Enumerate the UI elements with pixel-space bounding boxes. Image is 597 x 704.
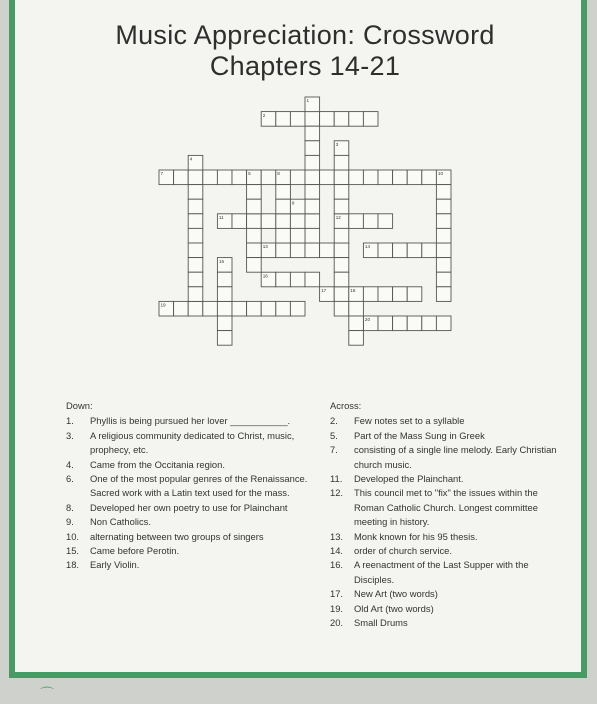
across-clue [330,486,570,529]
grid-cell[interactable] [290,112,305,127]
grid-cell[interactable] [247,228,262,243]
down-clue [66,558,316,572]
clue-text: Few notes set to a syllable [354,415,465,427]
across-clue [330,544,570,558]
grid-cell[interactable] [378,243,393,258]
grid-cell[interactable] [290,228,305,243]
grid-cell[interactable] [276,112,291,127]
grid-cell[interactable] [247,243,262,258]
cell-number-label: 15 [218,258,225,264]
grid-cell[interactable] [334,258,349,273]
grid-cell[interactable] [276,199,291,214]
grid-cell[interactable] [247,258,262,273]
across-clue [330,616,570,630]
cell-number-label: 19 [160,302,166,308]
clue-text: Phyllis is being pursued her lover ___________. [90,415,291,427]
clue-text: Small Drums [354,617,408,629]
title-line-1: Music Appreciation: Crossword [115,20,495,50]
grid-cell[interactable] [320,243,335,258]
grid-cell[interactable] [188,185,203,200]
grid-cell[interactable] [247,185,262,200]
grid-cell[interactable] [290,272,305,287]
grid-cell[interactable] [290,301,305,316]
grid-cell[interactable] [305,214,320,229]
grid-cell[interactable] [422,316,437,331]
grid-cell[interactable] [217,287,232,302]
grid-cell[interactable] [334,228,349,243]
grid-cell[interactable] [305,155,320,170]
grid-cell[interactable] [247,199,262,214]
grid-cell[interactable] [290,170,305,185]
down-heading: Down: [66,400,93,411]
clue-number: 7. [330,444,338,456]
cell-number-label: 7 [160,171,164,177]
grid-cell[interactable] [217,301,232,316]
grid-cell[interactable] [349,170,364,185]
grid-cell[interactable] [334,272,349,287]
clue-number: 20. [330,617,344,629]
grid-cell[interactable] [378,170,393,185]
down-clue [66,472,316,501]
down-clue [66,530,316,544]
grid-cell[interactable] [349,316,364,331]
down-clue [66,501,316,515]
cell-number-label: 10 [437,171,444,177]
grid-cell[interactable] [188,199,203,214]
grid-cell[interactable] [290,214,305,229]
grid-cell[interactable] [305,170,320,185]
clue-number: 14. [330,545,344,557]
grid-cell[interactable] [436,185,451,200]
grid-cell[interactable] [334,112,349,127]
cell-number-label: 16 [262,273,268,279]
grid-cell[interactable] [349,331,364,346]
grid-cell[interactable] [334,287,349,302]
grid-cell[interactable] [422,170,437,185]
grid-cell[interactable] [378,287,393,302]
cell-number-label: 5 [248,171,251,177]
clue-number: 17. [330,588,344,600]
grid-cell[interactable] [217,331,232,346]
grid-cell[interactable] [407,316,422,331]
clue-number: 13. [330,530,344,542]
grid-cell[interactable] [276,301,291,316]
grid-cell[interactable] [407,243,422,258]
cell-number-label: 18 [350,288,356,293]
grid-cell[interactable] [188,228,203,243]
grid-cell[interactable] [203,301,218,316]
across-heading: Across: [330,400,362,411]
clue-text: Came before Perotin. [90,545,180,557]
clue-text: Early Violin. [90,559,140,571]
grid-cell[interactable] [217,170,232,185]
clue-text: Developed her own poetry to use for Plainchant [90,501,288,513]
clue-number: 3. [66,429,74,441]
clue-text: This council met to "fix" the issues within the Roman Catholic Church. Longest committee meeting in history. [354,487,538,528]
grid-cell[interactable] [247,301,262,316]
grid-cell[interactable] [305,141,320,156]
across-clue [330,530,570,544]
down-clue [66,544,316,558]
grid-cell[interactable] [349,112,364,127]
across-clue [330,558,570,587]
cell-number-label: 4 [189,156,193,162]
grid-cell[interactable] [232,301,247,316]
grid-cell[interactable] [393,316,408,331]
clue-number: 1. [66,415,74,427]
grid-cell[interactable] [436,316,451,331]
clue-text: Developed the Plainchant. [354,473,464,485]
down-clue [66,515,316,529]
clue-text: order of church service. [354,545,452,557]
across-clues [330,399,570,631]
grid-cell[interactable] [436,258,451,273]
grid-cell[interactable] [334,199,349,214]
cell-number-label: 9 [291,200,295,206]
clue-number: 12. [330,487,344,499]
grid-cell[interactable] [188,170,203,185]
clue-text: Part of the Mass Sung in Greek [354,429,485,441]
clue-number: 10. [66,530,80,542]
grid-cell[interactable] [334,170,349,185]
grid-cell[interactable] [305,243,320,258]
down-clues [66,399,316,573]
grid-cell[interactable] [378,316,393,331]
down-clue [66,458,316,472]
cell-number-label: 3 [335,142,339,147]
clue-text: Came from the Occitania region. [90,458,225,470]
clue-number: 15. [66,545,80,557]
cell-number-label: 12 [335,215,341,220]
across-clue [330,443,570,472]
grid-cell[interactable] [305,112,320,127]
grid-cell[interactable] [334,185,349,200]
cell-number-label: 13 [262,244,268,250]
grid-cell[interactable] [349,214,364,229]
grid-cell[interactable] [290,243,305,258]
grid-cell[interactable] [436,243,451,258]
clue-text: One of the most popular genres of the Renaissance. Sacred work with a Latin text used for the mass. [90,473,308,499]
cell-number-label: 2 [262,112,266,118]
grid-cell[interactable] [276,243,291,258]
grid-cell[interactable] [305,272,320,287]
grid-cell[interactable] [188,272,203,287]
grid-cell[interactable] [188,301,203,316]
grid-cell[interactable] [188,243,203,258]
clue-number: 2. [330,415,338,427]
grid-cell[interactable] [349,301,364,316]
clue-number: 18. [66,559,80,571]
clue-text: A religious community dedicated to Christ, music, prophecy, etc. [90,429,295,456]
cell-number-label: 20 [364,317,371,323]
grid-cell[interactable] [363,214,378,229]
grid-cell[interactable] [334,155,349,170]
grid-cell[interactable] [247,214,262,229]
grid-cell[interactable] [188,287,203,302]
grid-cell[interactable] [436,228,451,243]
clue-text: A reenactment of the Last Supper with the Disciples. [354,559,529,585]
grid-cell[interactable] [334,243,349,258]
grid-cell[interactable] [436,287,451,302]
across-clue [330,602,570,616]
cell-number-label: 17 [321,288,327,293]
grid-cell[interactable] [363,112,378,127]
grid-cell[interactable] [174,301,189,316]
clue-text: Old Art (two words) [354,602,434,614]
grid-cell[interactable] [422,243,437,258]
grid-cell[interactable] [305,185,320,200]
grid-cell[interactable] [436,272,451,287]
grid-cell[interactable] [276,185,291,200]
clue-text: Non Catholics. [90,516,151,528]
grid-cell[interactable] [276,272,291,287]
across-clue [330,414,570,428]
down-clue [66,414,316,428]
grid-cell[interactable] [261,301,276,316]
grid-cell[interactable] [334,301,349,316]
grid-cell[interactable] [217,316,232,331]
clue-number: 6. [66,473,74,485]
grid-cell[interactable] [305,126,320,141]
grid-cell[interactable] [232,170,247,185]
grid-cell[interactable] [436,199,451,214]
grid-cell[interactable] [203,170,218,185]
grid-cell[interactable] [305,199,320,214]
clue-text: New Art (two words) [354,588,438,600]
grid-cell[interactable] [188,214,203,229]
grid-cell[interactable] [393,287,408,302]
across-clue [330,429,570,443]
cell-number-label: 11 [218,215,224,220]
grid-cell[interactable] [232,214,247,229]
grid-cell[interactable] [436,214,451,229]
cell-number-label: 1 [306,98,310,104]
grid-cell[interactable] [261,214,276,229]
grid-cell[interactable] [363,287,378,302]
grid-cell[interactable] [393,170,408,185]
grid-cell[interactable] [276,228,291,243]
clue-text: consisting of a single line melody. Early Christian church music. [354,444,557,470]
grid-cell[interactable] [305,228,320,243]
across-clue [330,472,570,486]
grid-cell[interactable] [217,272,232,287]
grid-cell[interactable] [261,170,276,185]
cell-number-label: 14 [364,244,371,250]
grid-cell[interactable] [174,170,189,185]
grid-cell[interactable] [363,170,378,185]
page-curl-mark: ⌒ [40,686,54,702]
grid-cell[interactable] [276,214,291,229]
across-clue [330,587,570,601]
clue-number: 16. [330,559,344,571]
grid-cell[interactable] [393,243,408,258]
grid-cell[interactable] [407,287,422,302]
clue-number: 19. [330,602,344,614]
grid-cell[interactable] [188,258,203,273]
clue-number: 8. [66,501,74,513]
clue-number: 5. [330,429,338,441]
grid-cell[interactable] [407,170,422,185]
clue-text: Monk known for his 95 thesis. [354,530,478,542]
clue-number: 11. [330,473,343,485]
clue-text: alternating between two groups of singers [90,530,264,542]
cell-number-label: 8 [277,171,280,177]
clue-number: 9. [66,516,74,528]
grid-cell[interactable] [320,170,335,185]
grid-cell[interactable] [378,214,393,229]
title-line-2: Chapters 14-21 [209,51,401,81]
clue-number: 4. [66,458,74,470]
down-clue [66,429,316,458]
grid-cell[interactable] [320,112,335,127]
